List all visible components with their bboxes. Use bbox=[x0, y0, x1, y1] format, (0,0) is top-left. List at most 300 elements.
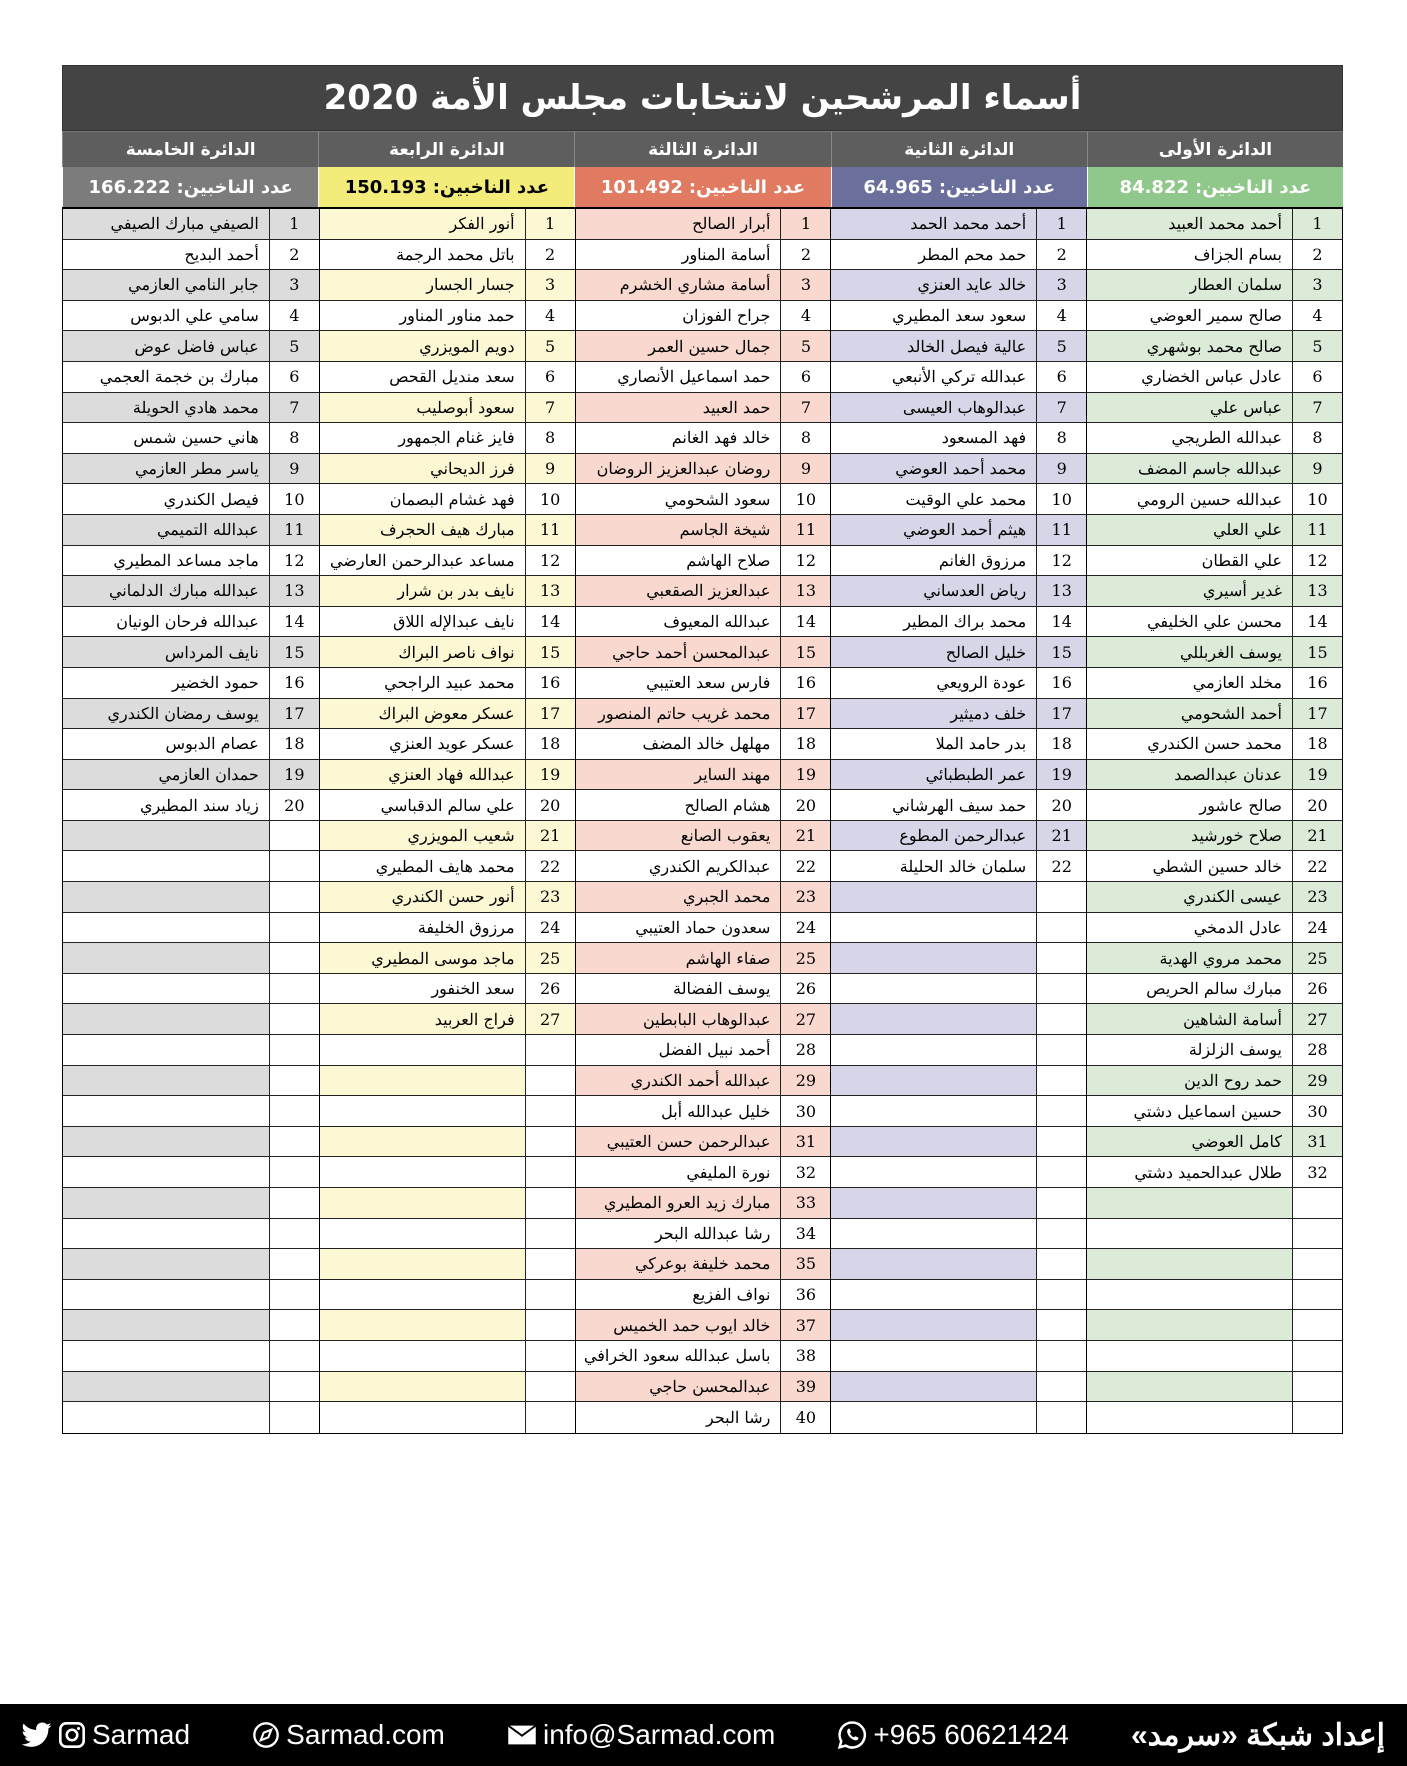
candidate-number: 19 bbox=[1292, 760, 1342, 790]
candidate-number bbox=[525, 1096, 575, 1126]
table-row bbox=[63, 821, 319, 852]
email-link[interactable] bbox=[507, 1719, 775, 1751]
table-row bbox=[1087, 1066, 1342, 1097]
candidate-number: 5 bbox=[780, 331, 830, 361]
candidate-name bbox=[63, 943, 269, 973]
table-row bbox=[320, 301, 575, 332]
candidate-name: حسين اسماعيل دشتي bbox=[1133, 1101, 1282, 1121]
table-row bbox=[1087, 760, 1342, 791]
candidate-number: 6 bbox=[1292, 362, 1342, 392]
candidate-number: 18 bbox=[780, 729, 830, 759]
candidate-name: محمد حسن الكندري bbox=[1147, 734, 1282, 754]
candidate-name bbox=[63, 1249, 269, 1279]
candidate-name: جسار الجسار bbox=[320, 270, 525, 300]
candidate-number: 7 bbox=[1036, 393, 1086, 423]
candidate-number: 11 bbox=[1036, 515, 1086, 545]
table-row bbox=[63, 1096, 319, 1127]
table-row bbox=[63, 270, 319, 301]
candidate-number bbox=[269, 851, 319, 881]
candidate-name bbox=[1087, 1280, 1292, 1310]
candidate-number: 12 bbox=[780, 546, 830, 576]
candidate-name: فرز الديحاني bbox=[320, 454, 525, 484]
candidate-name: فيصل الكندري bbox=[163, 489, 259, 509]
candidate-name: مرزوق الخليفة bbox=[417, 917, 515, 937]
table-row bbox=[63, 1219, 319, 1250]
table-row bbox=[1087, 1372, 1342, 1403]
candidate-name: عبدالعزيز الصقعبي bbox=[576, 576, 781, 606]
candidate-number: 19 bbox=[780, 760, 830, 790]
candidate-name: عبدالله جاسم المضف bbox=[1087, 454, 1292, 484]
candidate-number: 10 bbox=[269, 484, 319, 514]
candidate-number bbox=[1036, 1004, 1086, 1034]
candidate-name: نايف المرداس bbox=[63, 637, 269, 667]
candidate-number: 13 bbox=[1036, 576, 1086, 606]
candidate-number: 8 bbox=[1292, 423, 1342, 453]
table-row bbox=[63, 1280, 319, 1311]
table-row bbox=[1087, 270, 1342, 301]
table-row bbox=[576, 240, 831, 271]
candidate-number: 33 bbox=[780, 1188, 830, 1218]
candidate-name: محمد خليفة بوعركي bbox=[576, 1249, 781, 1279]
candidate-number: 3 bbox=[780, 270, 830, 300]
candidate-name: جمال حسين العمر bbox=[576, 331, 781, 361]
district-header: الدائرة الخامسة bbox=[62, 131, 318, 167]
candidate-name: رشا عبدالله البحر bbox=[654, 1223, 771, 1243]
candidate-number: 10 bbox=[525, 484, 575, 514]
candidate-number: 26 bbox=[1292, 974, 1342, 1004]
table-row bbox=[831, 1372, 1086, 1403]
candidate-name: محمد براك المطير bbox=[903, 612, 1027, 632]
table-row bbox=[831, 821, 1086, 852]
candidate-name bbox=[831, 1066, 1036, 1096]
candidate-name bbox=[63, 1341, 269, 1371]
voter-count bbox=[62, 167, 318, 207]
table-row bbox=[320, 1310, 575, 1341]
candidate-number: 6 bbox=[269, 362, 319, 392]
candidate-number: 4 bbox=[525, 301, 575, 331]
candidate-number: 11 bbox=[269, 515, 319, 545]
candidate-number: 2 bbox=[780, 240, 830, 270]
candidate-number: 39 bbox=[780, 1372, 830, 1402]
table-row bbox=[63, 607, 319, 638]
candidate-name: ماجد موسى المطيري bbox=[320, 943, 525, 973]
table-row bbox=[320, 790, 575, 821]
candidate-name bbox=[320, 1096, 525, 1126]
table-row bbox=[1087, 240, 1342, 271]
social-handle[interactable] bbox=[22, 1719, 190, 1751]
candidate-name: عبدالله الطريجي bbox=[1171, 428, 1282, 448]
candidate-number bbox=[525, 1066, 575, 1096]
candidate-name: فهد المسعود bbox=[941, 428, 1027, 448]
candidates-table bbox=[62, 207, 1343, 1434]
candidate-name: غدير أسيري bbox=[1087, 576, 1292, 606]
candidate-name bbox=[831, 1402, 1036, 1433]
candidate-number: 9 bbox=[269, 454, 319, 484]
candidate-name: مساعد عبدالرحمن العارضي bbox=[329, 550, 515, 570]
candidate-number: 31 bbox=[780, 1127, 830, 1157]
candidate-number: 27 bbox=[780, 1004, 830, 1034]
candidate-name: جراح الفوزان bbox=[682, 306, 771, 326]
table-row bbox=[1087, 301, 1342, 332]
candidate-number bbox=[269, 1188, 319, 1218]
table-row bbox=[1087, 1280, 1342, 1311]
table-row bbox=[831, 240, 1086, 271]
table-row bbox=[831, 668, 1086, 699]
voter-count-label: عدد الناخبين: bbox=[432, 176, 549, 198]
table-row bbox=[63, 484, 319, 515]
candidate-number: 30 bbox=[780, 1096, 830, 1126]
candidate-number bbox=[1036, 1066, 1086, 1096]
candidate-name: مخلد العازمي bbox=[1192, 673, 1282, 693]
table-row bbox=[63, 1402, 319, 1433]
table-row bbox=[320, 699, 575, 730]
voter-count-label: عدد الناخبين: bbox=[176, 176, 293, 198]
candidate-name: عبدالوهاب العيسى bbox=[831, 393, 1036, 423]
table-row bbox=[831, 1402, 1086, 1433]
candidate-number bbox=[525, 1219, 575, 1249]
candidate-number: 3 bbox=[1036, 270, 1086, 300]
table-row bbox=[63, 851, 319, 882]
candidate-name: عبدالرحمن حسن العتيبي bbox=[576, 1127, 781, 1157]
candidate-number: 12 bbox=[1036, 546, 1086, 576]
candidate-name bbox=[831, 974, 1036, 1004]
candidate-name bbox=[831, 1280, 1036, 1310]
table-row bbox=[576, 1372, 831, 1403]
candidate-number: 38 bbox=[780, 1341, 830, 1371]
phone-text: +965 60621424 bbox=[873, 1719, 1069, 1750]
table-row bbox=[1087, 1341, 1342, 1372]
candidate-name: أحمد الشحومي bbox=[1087, 699, 1292, 729]
table-row bbox=[576, 913, 831, 944]
table-row bbox=[576, 1219, 831, 1250]
candidate-number bbox=[1292, 1249, 1342, 1279]
candidate-number: 20 bbox=[1036, 790, 1086, 820]
candidate-number: 16 bbox=[1292, 668, 1342, 698]
table-row bbox=[320, 851, 575, 882]
candidate-name: عبدالرحمن المطوع bbox=[831, 821, 1036, 851]
candidate-name: كامل العوضي bbox=[1087, 1127, 1292, 1157]
candidate-number bbox=[525, 1188, 575, 1218]
voter-count-value: 101.492 bbox=[600, 176, 683, 198]
candidate-name bbox=[831, 1372, 1036, 1402]
candidate-number: 25 bbox=[525, 943, 575, 973]
table-row bbox=[576, 209, 831, 240]
candidate-number: 13 bbox=[525, 576, 575, 606]
candidate-number: 7 bbox=[780, 393, 830, 423]
table-row bbox=[320, 1280, 575, 1311]
table-row bbox=[1087, 1096, 1342, 1127]
candidate-number: 36 bbox=[780, 1280, 830, 1310]
candidate-number: 32 bbox=[1292, 1157, 1342, 1187]
table-row bbox=[63, 668, 319, 699]
website-link[interactable] bbox=[252, 1719, 445, 1751]
candidate-number bbox=[269, 913, 319, 943]
candidate-name: مرزوق الغانم bbox=[938, 550, 1027, 570]
table-row bbox=[63, 943, 319, 974]
table-row bbox=[1087, 1249, 1342, 1280]
district-column bbox=[63, 209, 319, 1433]
candidate-number bbox=[269, 1035, 319, 1065]
candidate-number bbox=[1292, 1372, 1342, 1402]
candidate-number: 4 bbox=[1036, 301, 1086, 331]
candidate-number bbox=[1292, 1219, 1342, 1249]
page-title: أسماء المرشحين لانتخابات مجلس الأمة 2020 bbox=[62, 65, 1343, 131]
table-row bbox=[1087, 423, 1342, 454]
table-row bbox=[831, 1310, 1086, 1341]
table-row bbox=[320, 1127, 575, 1158]
candidate-name: سعود سعد المطيري bbox=[892, 306, 1027, 326]
candidate-name: محمد الجبري bbox=[576, 882, 781, 912]
candidate-name bbox=[831, 943, 1036, 973]
candidate-number: 18 bbox=[1292, 729, 1342, 759]
candidate-number: 29 bbox=[1292, 1066, 1342, 1096]
candidate-name: رشا البحر bbox=[706, 1407, 771, 1427]
candidate-number: 26 bbox=[525, 974, 575, 1004]
candidate-number: 1 bbox=[269, 209, 319, 239]
candidate-number bbox=[269, 974, 319, 1004]
candidate-number: 22 bbox=[1292, 851, 1342, 881]
table-row bbox=[831, 209, 1086, 240]
table-row bbox=[320, 760, 575, 791]
candidate-name: فايز غنام الجمهور bbox=[398, 428, 515, 448]
candidate-name: أحمد محمد العبيد bbox=[1087, 209, 1292, 239]
candidate-name bbox=[1087, 1341, 1292, 1371]
candidate-name: حمد اسماعيل الأنصاري bbox=[617, 367, 771, 387]
voter-count bbox=[831, 167, 1087, 207]
candidate-number: 1 bbox=[525, 209, 575, 239]
candidate-number: 8 bbox=[1036, 423, 1086, 453]
candidate-name: عبدالله فهاد العنزي bbox=[320, 760, 525, 790]
table-row bbox=[831, 1157, 1086, 1188]
table-row bbox=[831, 515, 1086, 546]
candidate-name: نايف عبدالإله اللاق bbox=[393, 612, 515, 632]
table-row bbox=[320, 1157, 575, 1188]
candidate-number: 22 bbox=[780, 851, 830, 881]
table-row bbox=[63, 1066, 319, 1097]
table-row bbox=[320, 1249, 575, 1280]
candidate-number bbox=[1036, 1096, 1086, 1126]
table-row bbox=[320, 1188, 575, 1219]
candidate-name bbox=[63, 1157, 269, 1187]
candidate-name: صالح سمير العوضي bbox=[1149, 306, 1282, 326]
candidate-number: 27 bbox=[525, 1004, 575, 1034]
candidate-name bbox=[320, 1035, 525, 1065]
candidate-number bbox=[269, 1249, 319, 1279]
candidate-number: 8 bbox=[780, 423, 830, 453]
table-row bbox=[1087, 1004, 1342, 1035]
table-row bbox=[63, 1004, 319, 1035]
table-row bbox=[576, 851, 831, 882]
table-row bbox=[831, 699, 1086, 730]
table-row bbox=[576, 760, 831, 791]
candidate-number: 10 bbox=[1292, 484, 1342, 514]
candidate-name bbox=[831, 1341, 1036, 1371]
candidate-name bbox=[63, 1188, 269, 1218]
candidate-name bbox=[320, 1372, 525, 1402]
candidate-name: أسامة المناور bbox=[681, 244, 771, 264]
candidate-name: أحمد محمد الحمد bbox=[831, 209, 1036, 239]
candidate-name: عبدالله حسين الرومي bbox=[1136, 489, 1282, 509]
candidate-name: عباس فاضل عوض bbox=[63, 331, 269, 361]
candidate-number: 24 bbox=[1292, 913, 1342, 943]
candidate-name: أحمد البديح bbox=[184, 244, 259, 264]
candidate-name bbox=[1087, 1372, 1292, 1402]
candidate-number bbox=[1036, 1127, 1086, 1157]
candidate-name: صلاح خورشيد bbox=[1087, 821, 1292, 851]
candidate-number: 21 bbox=[1036, 821, 1086, 851]
candidate-name: مهند الساير bbox=[576, 760, 781, 790]
table-row bbox=[63, 301, 319, 332]
voter-count-label: عدد الناخبين: bbox=[1195, 176, 1312, 198]
candidate-name bbox=[63, 1004, 269, 1034]
candidate-name bbox=[1087, 1219, 1292, 1249]
table-row bbox=[576, 1096, 831, 1127]
table-row bbox=[576, 1310, 831, 1341]
candidate-number: 21 bbox=[525, 821, 575, 851]
candidate-number: 6 bbox=[1036, 362, 1086, 392]
table-row bbox=[1087, 393, 1342, 424]
table-row bbox=[63, 790, 319, 821]
candidate-number: 7 bbox=[1292, 393, 1342, 423]
candidate-name: مبارك هيف الحجرف bbox=[320, 515, 525, 545]
table-row bbox=[576, 1402, 831, 1433]
table-row bbox=[1087, 484, 1342, 515]
table-row bbox=[576, 546, 831, 577]
table-row bbox=[1087, 1310, 1342, 1341]
candidate-number bbox=[1036, 943, 1086, 973]
candidate-number bbox=[269, 1127, 319, 1157]
candidate-number: 20 bbox=[525, 790, 575, 820]
candidate-number bbox=[1292, 1280, 1342, 1310]
table-row bbox=[576, 1004, 831, 1035]
candidate-number bbox=[1292, 1188, 1342, 1218]
candidate-number: 1 bbox=[1292, 209, 1342, 239]
table-row bbox=[831, 607, 1086, 638]
candidate-number: 16 bbox=[269, 668, 319, 698]
candidate-number: 2 bbox=[525, 240, 575, 270]
candidate-number: 15 bbox=[269, 637, 319, 667]
candidate-name bbox=[63, 851, 269, 881]
candidate-name: هاني حسين شمس bbox=[133, 428, 259, 448]
candidate-number: 20 bbox=[269, 790, 319, 820]
table-row bbox=[63, 362, 319, 393]
candidate-name: سلمان خالد الحليلة bbox=[899, 856, 1027, 876]
candidate-name: بسام الجزاف bbox=[1193, 244, 1282, 264]
table-row bbox=[63, 546, 319, 577]
candidate-name: طلال عبدالحميد دشتي bbox=[1134, 1162, 1282, 1182]
table-row bbox=[63, 913, 319, 944]
candidate-number: 8 bbox=[525, 423, 575, 453]
district-header: الدائرة الرابعة bbox=[318, 131, 574, 167]
district-column bbox=[830, 209, 1086, 1433]
candidate-name: خالد فهد الغانم bbox=[671, 428, 771, 448]
candidate-name: علي القطان bbox=[1201, 550, 1282, 570]
candidate-name: عودة الرويعي bbox=[936, 673, 1027, 693]
district-column bbox=[575, 209, 831, 1433]
district-headers bbox=[62, 131, 1343, 167]
voter-count bbox=[318, 167, 574, 207]
candidate-name: خالد عايد العنزي bbox=[831, 270, 1036, 300]
candidate-name bbox=[320, 1188, 525, 1218]
table-row bbox=[576, 821, 831, 852]
table-row bbox=[831, 546, 1086, 577]
table-row bbox=[320, 637, 575, 668]
candidate-name bbox=[1087, 1249, 1292, 1279]
candidate-name: عبدالله أحمد الكندري bbox=[576, 1066, 781, 1096]
candidate-number: 16 bbox=[1036, 668, 1086, 698]
candidate-name bbox=[63, 913, 269, 943]
table-row bbox=[320, 270, 575, 301]
table-row bbox=[63, 1249, 319, 1280]
candidate-name bbox=[831, 1188, 1036, 1218]
candidate-name: خالد حسين الشطي bbox=[1152, 856, 1282, 876]
candidate-name: شيخة الجاسم bbox=[576, 515, 781, 545]
candidate-number: 8 bbox=[269, 423, 319, 453]
candidate-number: 4 bbox=[1292, 301, 1342, 331]
candidate-number: 1 bbox=[1036, 209, 1086, 239]
candidate-number: 23 bbox=[1292, 882, 1342, 912]
candidate-name bbox=[1087, 1310, 1292, 1340]
candidate-name: روضان عبدالعزيز الروضان bbox=[576, 454, 781, 484]
candidate-number: 16 bbox=[525, 668, 575, 698]
candidate-name: عيسى الكندري bbox=[1087, 882, 1292, 912]
table-row bbox=[576, 331, 831, 362]
table-row bbox=[576, 1127, 831, 1158]
candidate-number: 13 bbox=[1292, 576, 1342, 606]
table-row bbox=[63, 1127, 319, 1158]
candidate-number: 17 bbox=[269, 699, 319, 729]
voter-count-value: 150.193 bbox=[344, 176, 427, 198]
candidate-name bbox=[831, 1310, 1036, 1340]
candidate-name: أسامة الشاهين bbox=[1087, 1004, 1292, 1034]
candidate-number: 19 bbox=[525, 760, 575, 790]
candidate-number: 9 bbox=[525, 454, 575, 484]
candidate-name: صلاح الهاشم bbox=[686, 550, 771, 570]
candidate-name bbox=[320, 1341, 525, 1371]
candidate-name: عبدالمحسن حاجي bbox=[576, 1372, 781, 1402]
table-row bbox=[320, 668, 575, 699]
candidate-number: 17 bbox=[1036, 699, 1086, 729]
candidate-number: 2 bbox=[1036, 240, 1086, 270]
candidate-name: مبارك سالم الحريص bbox=[1146, 979, 1282, 999]
table-row bbox=[576, 699, 831, 730]
phone-link[interactable] bbox=[837, 1719, 1068, 1751]
table-row bbox=[1087, 790, 1342, 821]
candidate-name bbox=[320, 1249, 525, 1279]
candidate-number: 7 bbox=[269, 393, 319, 423]
candidate-name: محمد هادي الحويلة bbox=[63, 393, 269, 423]
table-row bbox=[1087, 515, 1342, 546]
candidate-number: 12 bbox=[269, 546, 319, 576]
candidate-number: 24 bbox=[780, 913, 830, 943]
candidate-name: ماجد مساعد المطيري bbox=[113, 550, 259, 570]
candidate-number bbox=[269, 1372, 319, 1402]
table-row bbox=[831, 1188, 1086, 1219]
table-row bbox=[63, 699, 319, 730]
candidate-number bbox=[1036, 1157, 1086, 1187]
table-row bbox=[1087, 607, 1342, 638]
candidate-number: 28 bbox=[780, 1035, 830, 1065]
candidate-name: يوسف الفضالة bbox=[673, 979, 771, 999]
candidate-name: بدر حامد الملا bbox=[935, 734, 1027, 754]
candidate-name: سامي علي الدبوس bbox=[130, 306, 259, 326]
candidate-name: ياسر مطر العازمي bbox=[63, 454, 269, 484]
candidate-name: علي العلي bbox=[1087, 515, 1292, 545]
candidate-name bbox=[63, 821, 269, 851]
candidate-name: عبدالله تركي الأنبعي bbox=[891, 367, 1027, 387]
candidate-name bbox=[831, 1157, 1036, 1187]
candidate-number bbox=[1036, 882, 1086, 912]
